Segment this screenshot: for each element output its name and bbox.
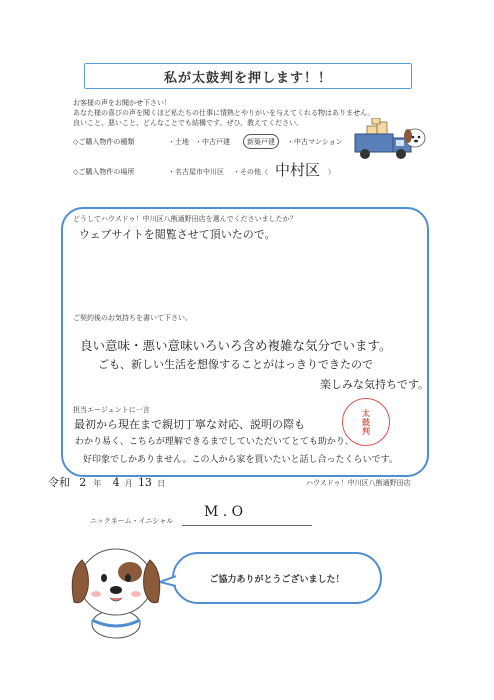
page-title: 私が太鼓判を押します！！ [84, 63, 412, 89]
other-location-value: 中村区 [275, 161, 321, 179]
shop-name: ハウスドゥ！中川区八熊通野田店 [306, 479, 411, 487]
date-month-unit: 月 [124, 479, 133, 488]
nickname-value: M . O [204, 504, 244, 520]
date-month: 4 [112, 476, 120, 489]
stamp-char-2: 鼓 [362, 417, 370, 427]
answer-3-line-1: 最初から現在まで親切丁寧な対応、説明の際も [74, 418, 305, 431]
stamp-char-1: 太 [362, 408, 370, 418]
nickname-underline [182, 525, 312, 526]
option-other: ・その他（ [233, 168, 268, 176]
option-used-house: ・中古戸建 [195, 138, 230, 146]
option-land: ・土地 [168, 138, 189, 146]
dog-mascot-illustration [62, 532, 170, 642]
nickname-label: ニックネーム・イニシャル [90, 517, 174, 525]
answer-3-line-3: 好印象でしかありません。この人から家を買いたいと話し合ったくらいです。 [83, 455, 398, 465]
stamp-char-3: 判 [362, 426, 370, 436]
question-3: 担当エージェントに一言 [73, 406, 150, 414]
option-new-house-selected: 新築戸建 [243, 134, 279, 149]
intro-line-3: 良いこと、悪いこと、どんなことでも結構です。ぜひ、教えてください。 [73, 119, 304, 127]
answer-2-line-2: ごも、新しい生活を想像することがはっきりできたので [98, 358, 373, 371]
truck-dog-illustration [345, 118, 427, 168]
date [48, 474, 165, 490]
answer-1: ウェブサイトを閲覧させて頂いたので。 [79, 228, 276, 241]
question-1: どうしてハウスドゥ！中川区八熊通野田店を選んでくださいましたか？ [73, 215, 297, 223]
date-era: 令和 [48, 476, 70, 489]
answer-2-line-1: 良い意味・悪い意味いろいろ含め複雑な気分でいます。 [80, 338, 392, 353]
question-2: ご契約後のお気持ちを書いて下さい。 [73, 314, 192, 322]
thanks-speech-bubble [172, 552, 382, 604]
intro-line-2: あなた様の喜びの声を聞くほど私たちの仕事に情熱とやりがいを与えてくれる物はありません。 [73, 109, 375, 117]
close-paren: ） [328, 168, 335, 176]
taikoban-stamp [342, 398, 390, 446]
property-type-label: ◇ご購入物件の種類 [73, 138, 135, 146]
intro-line-1: お客様の声をお聞かせ下さい！ [73, 99, 171, 107]
date-day: 13 [137, 476, 152, 489]
speech-bubble-tail [160, 574, 176, 588]
answer-2-line-3: 楽しみな気持ちです。 [320, 378, 430, 391]
option-nagoya-nakagawa: ・名古屋市中川区 [168, 168, 224, 176]
date-year-unit: 年 [93, 479, 102, 488]
property-location-label: ◇ご購入物件の場所 [73, 168, 135, 176]
option-used-mansion: ・中古マンション [287, 138, 343, 146]
thanks-message: ご協力ありがとうございました！ [209, 574, 345, 585]
answer-3-line-2: わかり易く、こちらが理解できるまでしていただいてとても助かり、 [75, 437, 354, 447]
date-year: 2 [79, 476, 87, 489]
date-day-unit: 日 [157, 479, 166, 488]
